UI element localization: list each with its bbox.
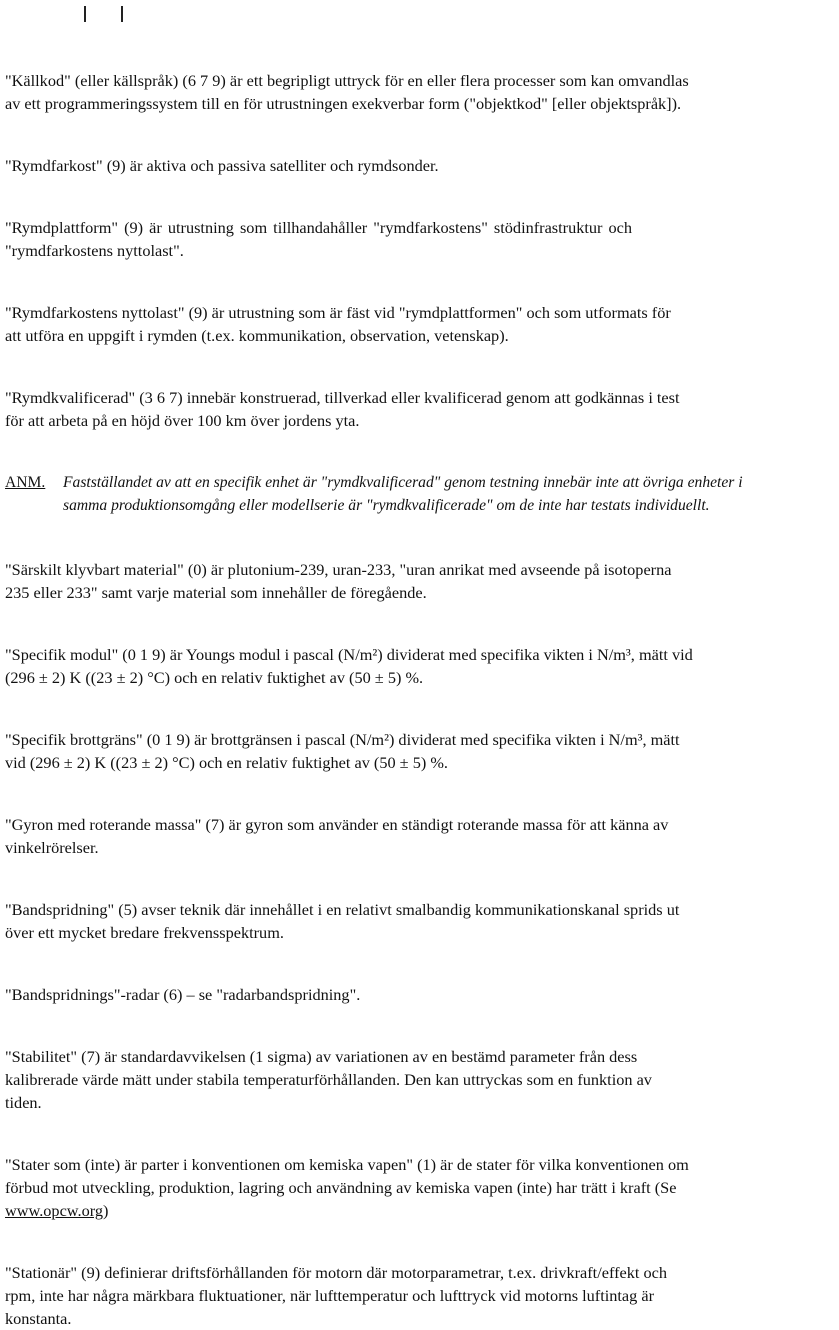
header-marks bbox=[84, 6, 124, 22]
definition-rymdfarkost: "Rymdfarkost" (9) är aktiva och passiva satelliter och rymdsonder. bbox=[5, 156, 439, 175]
note-label: ANM. bbox=[5, 474, 46, 491]
note-line-1: Fastställandet av att en specifik enhet är "rymdkvalificerad" genom testning innebär inte att övriga enheter i bbox=[63, 474, 743, 491]
definition-bandspridnings-radar: "Bandspridnings"-radar (6) – se "radarbandspridning". bbox=[5, 985, 361, 1004]
note-anm bbox=[5, 471, 839, 517]
definition-rymdplattform: "Rymdplattform" (9) är utrustning som tillhandahåller "rymdfarkostens" stödinfrastruktur och "rymdfarkostens nyttolast". bbox=[5, 218, 633, 260]
definition-gyron-med-roterande-massa: "Gyron med roterande massa" (7) är gyron som använder en ständigt roterande massa för att känna av vinkelrörelser. bbox=[5, 815, 669, 857]
opcw-link[interactable]: www.opcw.org bbox=[5, 1201, 103, 1220]
header-bar-right bbox=[121, 6, 123, 22]
definition-specifik-brottgrans: "Specifik brottgräns" (0 1 9) är brottgränsen i pascal (N/m²) dividerat med specifika vikten i N/m³, mätt vid (296 ± 2) K ((23 ± 2) °C) och en relativ fuktighet av (50 ± 5) %. bbox=[5, 730, 680, 772]
note-line-2: samma produktionsomgång eller modellserie är "rymdkvalificerade" om de inte har testats individuellt. bbox=[63, 497, 710, 514]
definition-stater-kemiska-vapen: "Stater som (inte) är parter i konventionen om kemiska vapen" (1) är de stater för vilka konventionen om förbud mot utveckling, produktion, lagring och användning av kemiska vapen (inte) har trätt i kraft (Se www.opcw.org) bbox=[5, 1155, 689, 1220]
definition-stationar: "Stationär" (9) definierar driftsförhållanden för motorn där motorparametrar, t.ex. drivkraft/effekt och rpm, inte har några märkbara fluktuationer, när lufttemperatur och lufttryck vid motorns luftintag är konstanta. bbox=[5, 1263, 667, 1328]
definition-rymdkvalificerad: "Rymdkvalificerad" (3 6 7) innebär konstruerad, tillverkad eller kvalificerad genom att godkännas i test för att arbeta på en höjd över 100 km över jordens yta. bbox=[5, 388, 680, 430]
definition-specifik-modul: "Specifik modul" (0 1 9) är Youngs modul i pascal (N/m²) dividerat med specifika vikten i N/m³, mätt vid (296 ± 2) K ((23 ± 2) °C) och en relativ fuktighet av (50 ± 5) %. bbox=[5, 645, 693, 687]
definition-sarskilt-klyvbart-material: "Särskilt klyvbart material" (0) är plutonium-239, uran-233, "uran anrikat med avseende på isotoperna 235 eller 233" samt varje material som innehåller de föregående. bbox=[5, 560, 672, 602]
definition-stabilitet: "Stabilitet" (7) är standardavvikelsen (1 sigma) av variationen av en bestämd parameter från dess kalibrerade värde mätt under stabila temperaturförhållanden. Den kan uttryckas som en funktion av tiden. bbox=[5, 1047, 652, 1112]
definition-kallkod: "Källkod" (eller källspråk) (6 7 9) är ett begripligt uttryck för en eller flera processer som kan omvandlas av ett programmeringssystem till en för utrustningen exekverbar form ("objektkod" [eller objektspråk]). bbox=[5, 71, 689, 113]
document-body bbox=[5, 69, 839, 1330]
header-bar-left bbox=[84, 6, 86, 22]
definition-rymdfarkostens-nyttolast: "Rymdfarkostens nyttolast" (9) är utrustning som är fäst vid "rymdplattformen" och som utformats för att utföra en uppgift i rymden (t.ex. kommunikation, observation, vetenskap). bbox=[5, 303, 671, 345]
definition-bandspridning: "Bandspridning" (5) avser teknik där innehållet i en relativt smalbandig kommunikationskanal sprids ut över ett mycket bredare frekvensspektrum. bbox=[5, 900, 680, 942]
